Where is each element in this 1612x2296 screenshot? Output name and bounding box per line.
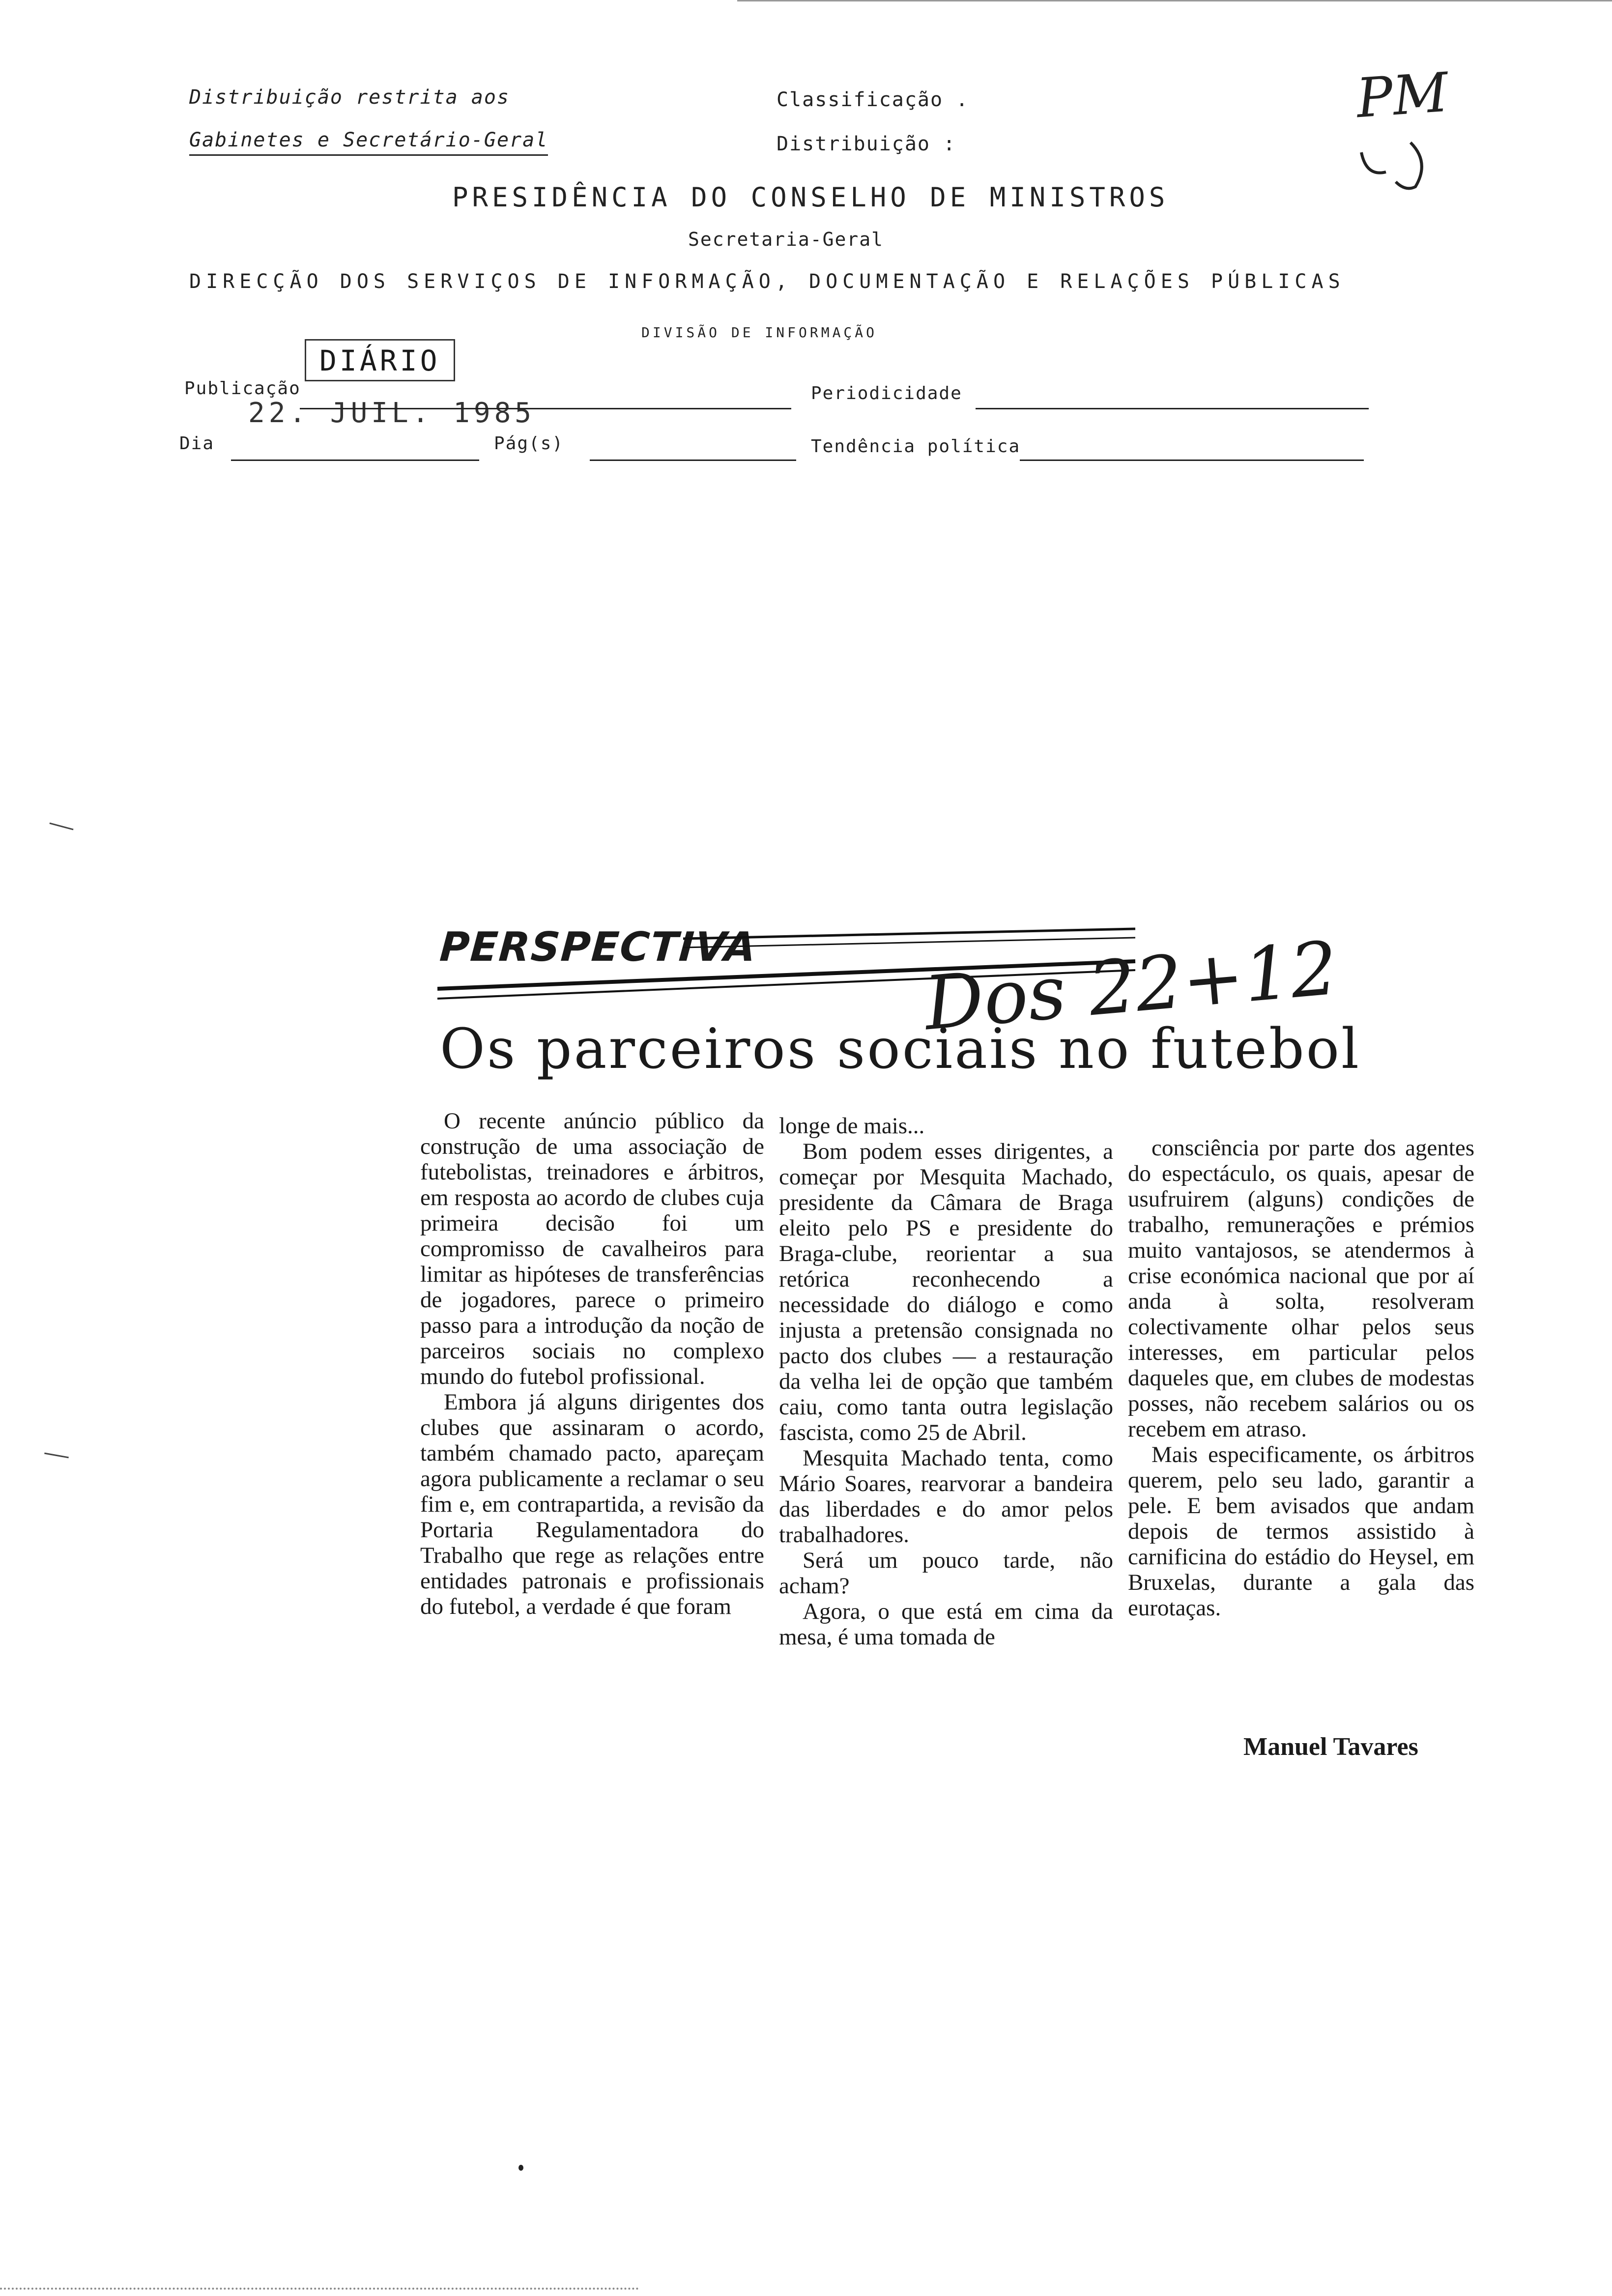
publication-stamp: DIÁRIO bbox=[319, 344, 440, 377]
section-label: PERSPECTIVA bbox=[438, 924, 758, 971]
day-label: Dia bbox=[179, 433, 215, 454]
day-field bbox=[231, 459, 479, 461]
classification-label: Classificação . bbox=[777, 88, 969, 111]
publication-field bbox=[300, 408, 791, 409]
ministry-title: PRESIDÊNCIA DO CONSELHO DE MINISTROS bbox=[452, 182, 1169, 213]
periodicity-label: Periodicidade bbox=[811, 383, 962, 403]
publication-label: Publicação bbox=[184, 378, 301, 399]
periodicity-field bbox=[976, 408, 1369, 409]
article-column-1 bbox=[420, 1108, 764, 1619]
tendency-label: Tendência política bbox=[811, 436, 1021, 457]
scan-speck bbox=[49, 823, 73, 831]
directorate-title: DIRECÇÃO DOS SERVIÇOS DE INFORMAÇÃO, DOCUMENTAÇÃO E RELAÇÕES PÚBLICAS bbox=[189, 270, 1345, 293]
handwritten-check-icon bbox=[1356, 133, 1445, 197]
division-title: DIVISÃO DE INFORMAÇÃO bbox=[641, 324, 878, 341]
bottom-rule bbox=[0, 2288, 639, 2290]
article-column-2 bbox=[779, 1113, 1113, 1650]
date-stamp: 22. JUIL. 1985 bbox=[248, 397, 536, 429]
handwritten-annotation: Dos 22+12 bbox=[921, 925, 1341, 1047]
paragraph: Será um pouco tarde, não acham? bbox=[779, 1548, 1113, 1599]
article-column-3 bbox=[1128, 1135, 1474, 1621]
paragraph: Mesquita Machado tenta, como Mário Soares, rearvorar a bandeira das liberdades e do amor pelos trabalhadores. bbox=[779, 1445, 1113, 1548]
handwritten-mark: PM bbox=[1354, 60, 1450, 130]
paragraph: O recente anúncio público da construção de uma associação de futebolistas, treinadores e árbitros, em resposta ao acordo de clubes cuja primeira decisão foi um compromisso de cavalheiros para limitar as hipóteses de transferências de jogadores, parece o primeiro passo para a introdução da noção de parceiros sociais no complexo mundo do futebol profissional. bbox=[420, 1108, 764, 1389]
article-title: Os parceiros sociais no futebol bbox=[440, 1017, 1361, 1081]
distribution-label: Distribuição : bbox=[777, 133, 956, 155]
secretariat-title: Secretaria-Geral bbox=[688, 229, 884, 250]
restricted-distribution-line1: Distribuição restrita aos bbox=[189, 86, 510, 109]
tendency-field bbox=[1020, 459, 1364, 461]
article-byline: Manuel Tavares bbox=[1243, 1733, 1418, 1761]
restricted-distribution-line2: Gabinetes e Secretário-Geral bbox=[189, 129, 548, 156]
paragraph: Bom podem esses dirigentes, a começar por Mesquita Machado, presidente da Câmara de Braga eleito pelo PS e presidente do Braga-clube, reorientar a sua retórica reconhecendo a necessidade do diálogo e como injusta a pretensão consignada no pacto dos clubes — a restauração da velha lei de opção que também caiu, como tanta outra legislação fascista, como 25 de Abril. bbox=[779, 1139, 1113, 1445]
scan-speck bbox=[518, 2165, 523, 2171]
top-rule bbox=[737, 0, 1612, 1]
paragraph: Mais especificamente, os árbitros querem, pelo seu lado, garantir a pele. E bem avisados que andam depois de termos assistido à carnificina do estádio do Heysel, em Bruxelas, durante a gala das eurotaças. bbox=[1128, 1442, 1474, 1621]
page-field bbox=[590, 459, 796, 461]
page-label: Pág(s) bbox=[494, 433, 564, 454]
paragraph: longe de mais... bbox=[779, 1113, 925, 1139]
paragraph: Agora, o que está em cima da mesa, é uma tomada de bbox=[779, 1599, 1113, 1650]
scan-speck bbox=[44, 1453, 69, 1459]
paragraph: Embora já alguns dirigentes dos clubes que assinaram o acordo, também chamado pacto, apareçam agora publicamente a reclamar o seu fim e, em contrapartida, a revisão da Portaria Regulamentadora do Trabalho que rege as relações entre entidades patronais e profissionais do futebol, a verdade é que foram bbox=[420, 1389, 764, 1619]
paragraph: consciência por parte dos agentes do espectáculo, os quais, apesar de usufruirem (alguns) condições de trabalho, remunerações e prémios muito vantajosos, se atendermos à crise económica nacional que por aí anda à solta, resolveram colectivamente olhar pelos seus interesses, em particular pelos daqueles que, em clubes de modestas posses, não recebem salários ou os recebem em atraso. bbox=[1128, 1135, 1474, 1442]
